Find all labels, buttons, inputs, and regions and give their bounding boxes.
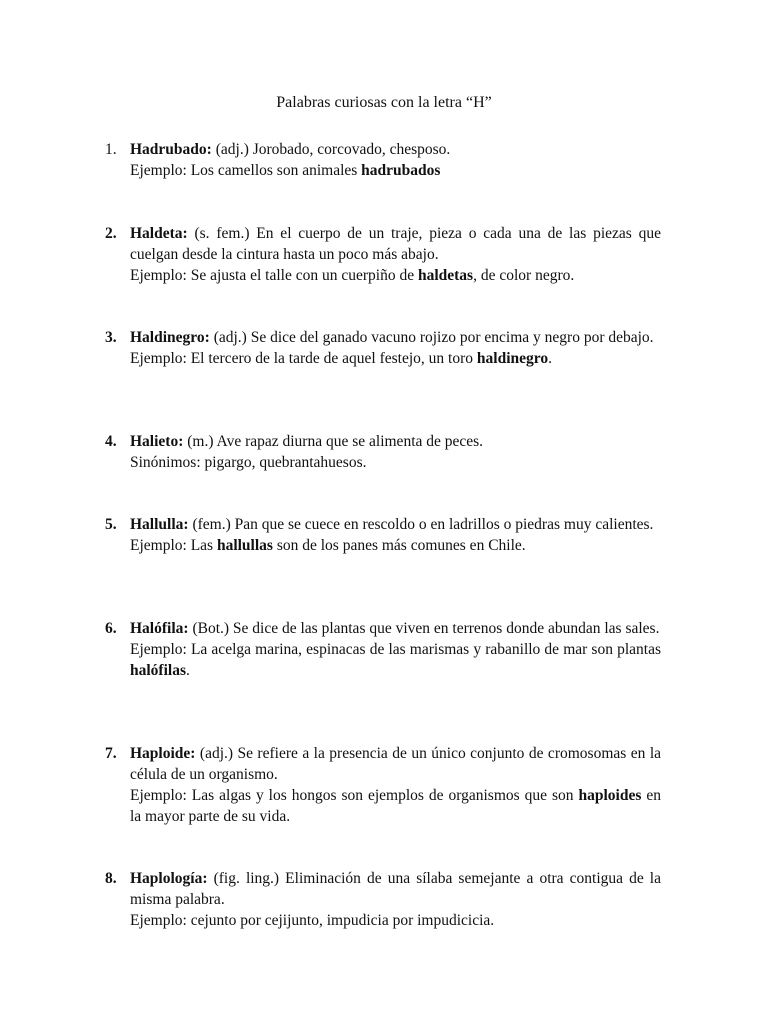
list-item [105,139,661,181]
list-item [105,618,661,681]
example: Ejemplo: La acelga marina, espinacas de las marismas y rabanillo de mar son plantas halófilas. [130,641,661,679]
item-number: 3. [105,329,117,346]
item-number: 8. [105,870,117,887]
definition: Halieto: (m.) Ave rapaz diurna que se alimenta de peces. [130,433,484,450]
example: Ejemplo: Los camellos son animales hadrubados [130,162,441,179]
list-item [105,327,661,369]
definition: Haplología: (fig. ling.) Eliminación de una sílaba semejante a otra contigua de la misma palabra. [130,870,661,908]
example-term: haploides [578,787,642,804]
term: Haploide: [130,745,196,762]
example: Ejemplo: Se ajusta el talle con un cuerpiño de haldetas, de color negro. [130,267,575,284]
item-number: 6. [105,620,117,637]
example-term: halófilas [130,662,186,679]
term: Haldeta: [130,225,188,242]
term: Halófila: [130,620,189,637]
definition: Haldinegro: (adj.) Se dice del ganado vacuno rojizo por encima y negro por debajo. [130,329,654,346]
term: Hadrubado: [130,141,212,158]
definition: Halófila: (Bot.) Se dice de las plantas que viven en terrenos donde abundan las sales. [130,620,660,637]
example: Ejemplo: cejunto por cejijunto, impudicia por impudicicia. [130,912,495,929]
example-term: haldetas [417,267,474,284]
example-term: hallullas [216,537,273,554]
definition: Hallulla: (fem.) Pan que se cuece en rescoldo o en ladrillos o piedras muy calientes. [130,516,654,533]
list-item [105,431,661,473]
item-number: 7. [105,745,117,762]
term: Hallulla: [130,516,189,533]
term: Haldinegro: [130,329,210,346]
definition: Haldeta: (s. fem.) En el cuerpo de un traje, pieza o cada una de las piezas que cuelgan desde la cintura hasta un poco más abajo. [130,225,661,263]
item-number: 2. [105,225,117,242]
item-number: 4. [105,433,117,450]
list-item [105,514,661,556]
term: Haplología: [130,870,208,887]
list-item [105,223,661,286]
definition: Haploide: (adj.) Se refiere a la presencia de un único conjunto de cromosomas en la célula de un organismo. [130,745,661,783]
item-number: 1. [105,141,117,158]
item-number: 5. [105,516,117,533]
example-term: haldinegro [476,350,549,367]
definition: Hadrubado: (adj.) Jorobado, corcovado, chesposo. [130,141,451,158]
term: Halieto: [130,433,184,450]
synonyms: Sinónimos: pigargo, quebrantahuesos. [130,454,367,471]
page-title: Palabras curiosas con la letra “H” [276,94,492,111]
example: Ejemplo: El tercero de la tarde de aquel festejo, un toro haldinegro. [130,350,552,367]
example: Ejemplo: Las hallullas son de los panes más comunes en Chile. [130,537,526,554]
example: Ejemplo: Las algas y los hongos son ejemplos de organismos que son haploides en la mayor parte de su vida. [130,787,661,825]
list-item [105,868,661,931]
list-item [105,743,661,827]
example-term: hadrubados [361,162,441,179]
